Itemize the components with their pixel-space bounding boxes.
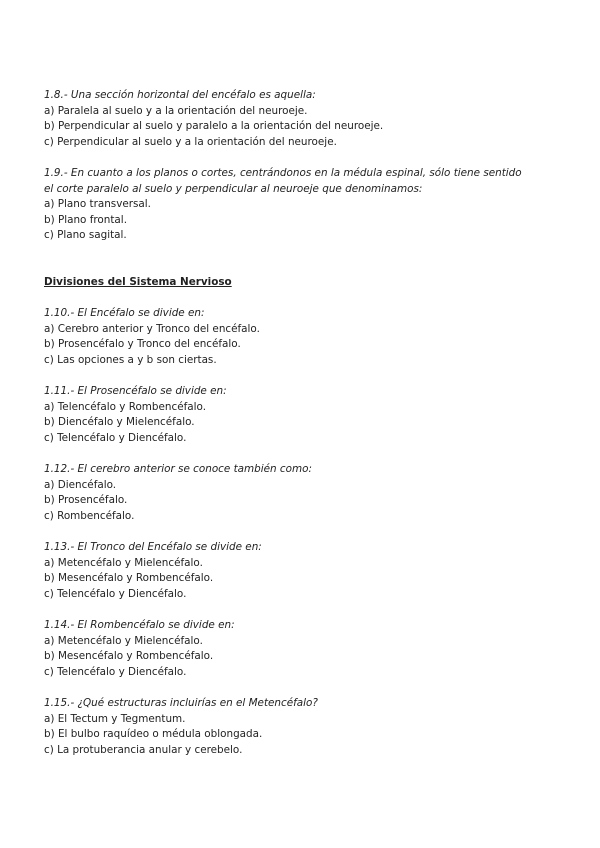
question-text: 1.15.- ¿Qué estructuras incluirías en el Metencéfalo? <box>44 696 318 709</box>
question-text: 1.8.- Una sección horizontal del encéfalo es aquella: <box>44 89 316 101</box>
option-c: c) Rombencéfalo. <box>44 509 135 522</box>
question-text: 1.13.- El Tronco del Encéfalo se divide en: <box>44 541 262 554</box>
option-a: a) Metencéfalo y Mielencéfalo. <box>44 634 203 647</box>
question-text: 1.12.- El cerebro anterior se conoce también como: <box>44 463 312 476</box>
question-block-1-15 <box>44 696 564 758</box>
option-b: b) Plano frontal. <box>44 213 127 226</box>
question-text: 1.11.- El Prosencéfalo se divide en: <box>44 385 227 398</box>
question-block-1-14 <box>44 618 564 680</box>
option-c: c) Plano sagital. <box>44 229 127 242</box>
option-a: a) Paralela al suelo y a la orientación del neuroeje. <box>44 104 308 117</box>
option-c: c) Las opciones a y b son ciertas. <box>44 353 217 366</box>
option-b: b) Perpendicular al suelo y paralelo a la orientación del neuroeje. <box>44 120 384 133</box>
option-b: b) Prosencéfalo y Tronco del encéfalo. <box>44 338 241 351</box>
question-text-line1: 1.9.- En cuanto a los planos o cortes, centrándonos en la médula espinal, sólo tiene sentido <box>44 166 522 179</box>
question-block-1-11 <box>44 384 564 446</box>
question-block-1-8 <box>44 88 564 150</box>
question-text: 1.14.- El Rombencéfalo se divide en: <box>44 619 235 631</box>
option-a: a) El Tectum y Tegmentum. <box>44 712 186 725</box>
question-block-1-10 <box>44 306 564 368</box>
option-a: a) Plano transversal. <box>44 198 151 211</box>
option-c: c) Telencéfalo y Diencéfalo. <box>44 665 187 678</box>
option-c: c) Telencéfalo y Diencéfalo. <box>44 431 187 444</box>
option-c: c) Perpendicular al suelo y a la orientación del neuroeje. <box>44 135 337 148</box>
option-a: a) Metencéfalo y Mielencéfalo. <box>44 556 203 569</box>
question-text: 1.10.- El Encéfalo se divide en: <box>44 307 205 320</box>
question-block-1-9 <box>44 166 564 244</box>
document-page <box>44 88 564 758</box>
option-a: a) Cerebro anterior y Tronco del encéfalo. <box>44 322 260 335</box>
option-c: c) Telencéfalo y Diencéfalo. <box>44 587 187 600</box>
option-b: b) Diencéfalo y Mielencéfalo. <box>44 416 195 429</box>
question-text-line2: el corte paralelo al suelo y perpendicular al neuroeje que denominamos: <box>44 182 423 195</box>
option-b: b) El bulbo raquídeo o médula oblongada. <box>44 728 263 741</box>
option-b: b) Prosencéfalo. <box>44 494 128 507</box>
option-b: b) Mesencéfalo y Rombencéfalo. <box>44 572 214 585</box>
option-a: a) Telencéfalo y Rombencéfalo. <box>44 400 206 413</box>
question-block-1-12 <box>44 462 564 524</box>
question-block-1-13 <box>44 540 564 602</box>
option-c: c) La protuberancia anular y cerebelo. <box>44 743 243 756</box>
section-title: Divisiones del Sistema Nervioso <box>44 275 232 288</box>
option-a: a) Diencéfalo. <box>44 478 117 491</box>
option-b: b) Mesencéfalo y Rombencéfalo. <box>44 650 214 663</box>
